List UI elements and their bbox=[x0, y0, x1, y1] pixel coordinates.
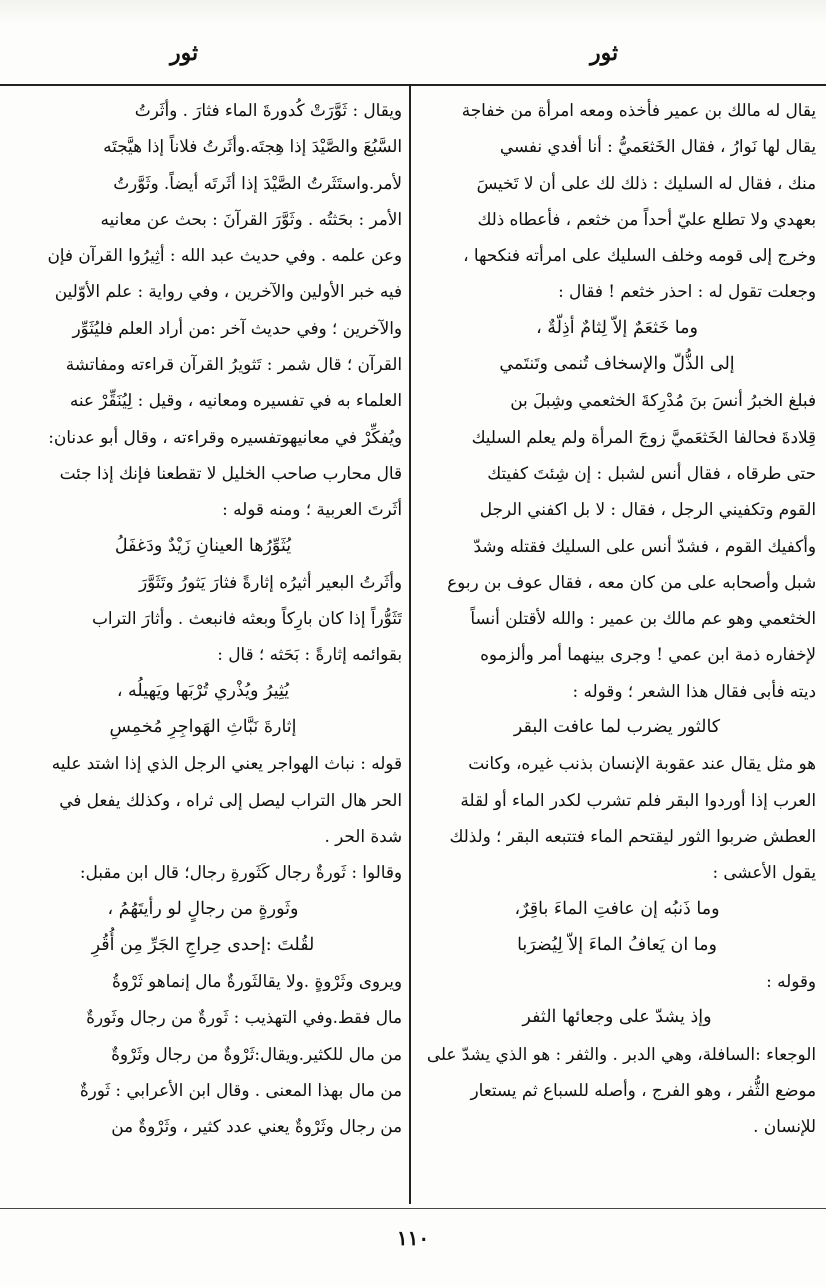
text-line: ويروى وثَرْوةٍ .ولا يقالثَورةٌ مال إنماهو ثَرْوةُ bbox=[111, 971, 402, 992]
text-line: إلى الذُّلّ والإسخاف تُنمى وتَنتَمي bbox=[499, 354, 735, 375]
text-line: وقالوا : ثَورةٌ رجال كَثَورةِ رجال؛ قال ابن مقبل: bbox=[79, 862, 402, 883]
text-line: من مال بهذا المعنى . وقال ابن الأعرابي : ثَورةٌ bbox=[79, 1080, 402, 1101]
text-line: لقُلتَ :إحدى حِراجِ الجَرِّ مِن أُقُرِ bbox=[91, 934, 315, 955]
text-line: العطش ضربوا الثور ليقتحم الماء فتتبعه البقر ؛ ولذلك bbox=[449, 825, 816, 846]
text-line: موضع الثُّفر ، وهو الفرج ، وأصله للسباع ثم يستعار bbox=[470, 1080, 816, 1101]
text-line: وجعلت تقول له : احذر خثعم ! فقال : bbox=[558, 281, 816, 302]
running-header-right: ثور bbox=[590, 40, 619, 66]
right-text-column bbox=[418, 92, 816, 1145]
text-line: وما ذَنبُه إن عافتِ الماءَ باقِرٌ، bbox=[514, 898, 720, 919]
text-line: قال محارب صاحب الخليل لا تقطعنا فإنك إذا جئت bbox=[59, 462, 402, 483]
text-line: فبلغ الخبرُ أنسَ بنَ مُدْرِكةَ الخثعمي وشِبلَ بن bbox=[510, 390, 816, 411]
text-line: الحر هال التراب ليصل إلى ثراه ، وكذلك يفعل في bbox=[59, 789, 402, 810]
header-rule bbox=[0, 84, 826, 86]
text-line: وأكفيك القوم ، فشدّ أنس على السليك فقتله وشدّ bbox=[473, 535, 816, 556]
text-line: أثَرتَ العربية ؛ ومنه قوله : bbox=[222, 499, 402, 520]
footer-rule bbox=[0, 1208, 826, 1209]
text-line: كالثور يضرب لما عافت البقر bbox=[513, 717, 721, 738]
text-line: وعن علمه . وفي حديث عبد الله : أثِيرُوا القرآن فإن bbox=[47, 245, 402, 266]
text-line: القرآن ؛ قال شمر : تَثويرُ القرآن قراءته ومفاتشة bbox=[65, 354, 402, 375]
text-line: والآخرين ؛ وفي حديث آخر :من أراد العلم فليُثَوِّر bbox=[72, 317, 402, 338]
text-line: الوجعاء :السافلة، وهي الدبر . والثفر : هو الذي يشدّ على bbox=[426, 1043, 816, 1064]
page-number: ١١٠ bbox=[396, 1226, 430, 1250]
text-line: من مال للكثير.ويقال:ثَرْوةٌ من رجال وثَرْوةٌ bbox=[111, 1043, 402, 1064]
text-line: شبل وأصحابه على من كان معه ، فقال عوف بن ربوع bbox=[447, 571, 816, 592]
page-top-shading bbox=[0, 0, 826, 24]
text-line: مال فقط.وفي التهذيب : ثَورةٌ من رجال وثَورةٌ bbox=[86, 1007, 402, 1028]
text-line: يقول الأعشى : bbox=[712, 862, 816, 883]
text-line: فيه خبر الأولين والآخرين ، وفي رواية : علم الأوّلين bbox=[54, 281, 402, 302]
column-divider bbox=[409, 86, 411, 1204]
text-line: وما ان يَعافُ الماءَ إلاّ لِيُضرَبا bbox=[517, 934, 717, 955]
text-line: السَّبُعَ والصَّيْدَ إذا هِجتَه.وأثَرتُ فلاناً إذا هيَّجتَه bbox=[103, 136, 402, 157]
text-line: وإذ يشدّ على وجعائها الثفر bbox=[522, 1007, 712, 1028]
text-line: بقوائمه إثارةً : بَحَثه ؛ قال : bbox=[217, 644, 402, 665]
text-line: وقوله : bbox=[766, 971, 816, 992]
text-line: العلماء به في تفسيره ومعانيه ، وقيل : لِيُنَقِّرْ عنه bbox=[69, 390, 402, 411]
left-text-column bbox=[4, 92, 402, 1145]
text-line: ويقال : ثَوَّرَتْ كُدورةَ الماء فثارَ . وأثَرتُ bbox=[134, 100, 402, 120]
text-line: يقال له مالك بن عمير فأخذه ومعه امرأة من خفاجة bbox=[461, 100, 816, 120]
text-line: ديته فأبى فقال هذا الشعر ؛ وقوله : bbox=[572, 680, 816, 701]
text-line: تَثَوُّراً إذا كان بارِكاً وبعثه فانبعث . وأثارَ التراب bbox=[92, 608, 402, 629]
text-line: منك ، فقال له السليك : ذلك لك على أن لا تَخيسَ bbox=[476, 172, 816, 193]
text-line: شدة الحر . bbox=[324, 825, 402, 846]
text-line: الخثعمي وهو عم مالك بن عمير : والله لأقتلن أنساً bbox=[470, 608, 816, 629]
text-line: يقال لها نَوارُ ، فقال الخَثعَميُّ : أنا أفدي نفسي bbox=[499, 136, 816, 157]
text-line: إثارةَ نَبَّاثِ الهَواجِرِ مُخمِسِ bbox=[109, 717, 297, 738]
text-line: وثَورةٍ من رجالٍ لو رأيتَهُمُ ، bbox=[107, 898, 299, 919]
text-line: ويُفكِّرْ في معانيهوتفسيره وقراءته ، وقال أبو عدنان: bbox=[48, 426, 402, 447]
text-line: القوم وتكفيني الرجل ، فقال : لا بل اكفني الرجل bbox=[479, 499, 816, 520]
text-line: يُثَوِّرُها العينانِ زَيْدٌ ودَغفَلُ bbox=[114, 535, 292, 556]
text-line: من رجال وثَرْوةٌ يعني عدد كثير ، وثَرْوةٌ من bbox=[111, 1116, 402, 1137]
text-line: يُثِيرُ ويُذْري تُرْبَها ويَهيلُه ، bbox=[116, 680, 290, 701]
text-line: قوله : نباث الهواجر يعني الرجل الذي إذا اشتد عليه bbox=[51, 753, 402, 774]
text-line: وأثَرتُ البعير أثيرُه إثارةً فثارَ يَثورُ وتَثَوَّرَ bbox=[139, 571, 402, 592]
text-line: العرب إذا أوردوا البقر فلم تشرب لكدر الماء أو لقلة bbox=[460, 789, 816, 810]
text-line: للإنسان . bbox=[753, 1116, 816, 1137]
text-line: الأمر : بحَثتُه . وثَوَّرَ القرآنَ : بحث عن معانيه bbox=[100, 208, 402, 229]
text-line: لإخفاره ذمة ابن عمي ! وجرى بينهما أمر وألزموه bbox=[480, 644, 816, 665]
text-line: بعهدي ولا تطلع عليّ أحداً من خثعم ، فأعطاه ذلك bbox=[477, 208, 816, 229]
text-line: حتى طرقاه ، فقال أنس لشبل : إن شِئتَ كفيتك bbox=[487, 462, 816, 483]
text-line: وخرج إلى قومه وخلف السليك على امرأته فنكحها ، bbox=[463, 245, 816, 266]
text-line: لأمر.واستَثَرتُ الصَّيْدَ إذا أثَرتَه أيضاً. وثَوَّرتُ bbox=[113, 172, 402, 193]
text-line: وما خَثعَمٌ إلاّ لِثامٌ أذِلّةٌ ، bbox=[536, 317, 698, 338]
text-line: قِلادةَ فحالفا الخَثعَميَّ زوجَ المرأة ولم يعلم السليك bbox=[471, 426, 816, 447]
running-header-left: ثور bbox=[170, 40, 199, 66]
text-line: هو مثل يقال عند عقوبة الإنسان بذنب غيره، وكانت bbox=[468, 753, 816, 774]
